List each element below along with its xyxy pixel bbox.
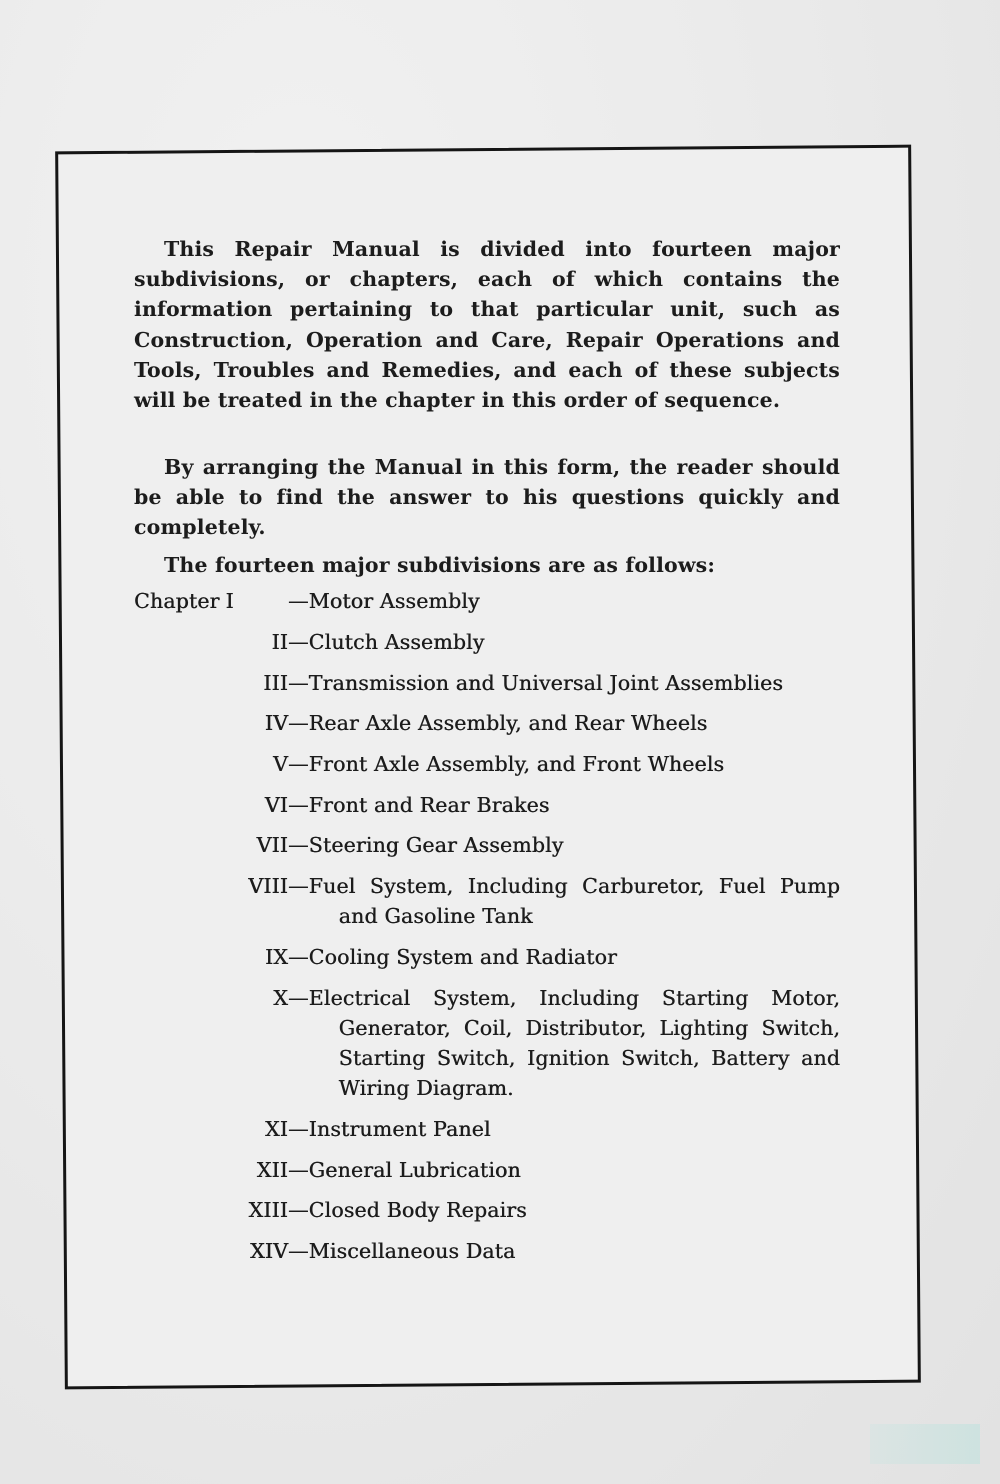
chapter-item xyxy=(134,790,840,820)
em-dash: — xyxy=(288,792,309,817)
chapter-numeral: VI xyxy=(264,792,288,817)
subdivisions-lead-in: The fourteen major subdivisions are as follows: xyxy=(164,553,716,577)
chapter-numeral: IX xyxy=(265,945,288,970)
em-dash: — xyxy=(288,1157,309,1182)
em-dash: — xyxy=(288,985,309,1010)
em-dash: — xyxy=(288,1239,309,1264)
chapter-numeral: Chapter I xyxy=(134,589,234,614)
em-dash: — xyxy=(288,945,309,970)
chapter-item xyxy=(134,749,840,779)
em-dash: — xyxy=(288,670,309,695)
chapter-item xyxy=(134,1195,840,1225)
chapter-title: Front Axle Assembly, and Front Wheels xyxy=(308,752,725,777)
arrangement-paragraph: By arranging the Manual in this form, the reader should be able to find the answer to his questions quickly and completely. xyxy=(134,455,840,540)
chapter-numeral: XIV xyxy=(250,1239,288,1264)
chapter-item xyxy=(134,1236,840,1266)
chapter-title: General Lubrication xyxy=(308,1157,521,1182)
chapter-item xyxy=(134,708,840,738)
chapter-numeral: XIII xyxy=(248,1198,288,1223)
intro-paragraph: This Repair Manual is divided into fourteen major subdivisions, or chapters, each of which contains the information pertaining to that particular unit, such as Construction, Operation and Care, Repair Operations and Tools, Troubles and Remedies, and each of these subjects will be treated in the chapter in this order of sequence. xyxy=(134,237,840,413)
em-dash: — xyxy=(288,629,309,654)
chapter-item xyxy=(134,871,840,931)
chapter-title: Fuel System, Including Carburetor, Fuel Pump and Gasoline Tank xyxy=(308,874,840,929)
chapter-title: Miscellaneous Data xyxy=(308,1239,516,1264)
chapter-title: Cooling System and Radiator xyxy=(308,945,617,970)
chapter-item xyxy=(134,942,840,972)
chapter-title: Transmission and Universal Joint Assemblies xyxy=(308,670,783,695)
chapter-title: Front and Rear Brakes xyxy=(308,792,550,817)
chapter-numeral: XII xyxy=(256,1157,288,1182)
chapter-item xyxy=(134,586,840,616)
em-dash: — xyxy=(288,833,309,858)
chapter-numeral: X xyxy=(273,985,288,1010)
em-dash: — xyxy=(288,589,309,614)
chapter-item xyxy=(134,668,840,698)
chapter-numeral: VII xyxy=(256,833,288,858)
chapter-numeral: IV xyxy=(264,711,288,736)
page-content xyxy=(134,234,840,1277)
chapter-title: Motor Assembly xyxy=(308,589,480,614)
chapter-title: Rear Axle Assembly, and Rear Wheels xyxy=(308,711,708,736)
chapter-title: Electrical System, Including Starting Motor, Generator, Coil, Distributor, Lighting Switch, Starting Switch, Ignition Switch, Battery and Wiring Diagram. xyxy=(308,985,840,1101)
scan-artifact xyxy=(870,1424,980,1464)
chapter-title: Clutch Assembly xyxy=(308,629,485,654)
chapter-numeral: V xyxy=(273,752,288,777)
chapter-title: Closed Body Repairs xyxy=(308,1198,527,1223)
chapter-item xyxy=(134,627,840,657)
em-dash: — xyxy=(288,1117,309,1142)
chapter-prefix: Chapter xyxy=(134,589,220,614)
chapter-numeral: XI xyxy=(265,1117,288,1142)
chapter-item xyxy=(134,830,840,860)
chapter-numeral: III xyxy=(263,670,288,695)
chapter-numeral: II xyxy=(271,629,288,654)
chapter-numeral: VIII xyxy=(248,874,288,899)
chapter-title: Steering Gear Assembly xyxy=(308,833,564,858)
em-dash: — xyxy=(288,752,309,777)
em-dash: — xyxy=(288,1198,309,1223)
em-dash: — xyxy=(288,711,309,736)
em-dash: — xyxy=(288,874,309,899)
chapter-item xyxy=(134,983,840,1104)
chapter-item xyxy=(134,1114,840,1144)
chapter-title: Instrument Panel xyxy=(308,1117,491,1142)
chapter-list xyxy=(134,586,840,1266)
chapter-item xyxy=(134,1155,840,1185)
